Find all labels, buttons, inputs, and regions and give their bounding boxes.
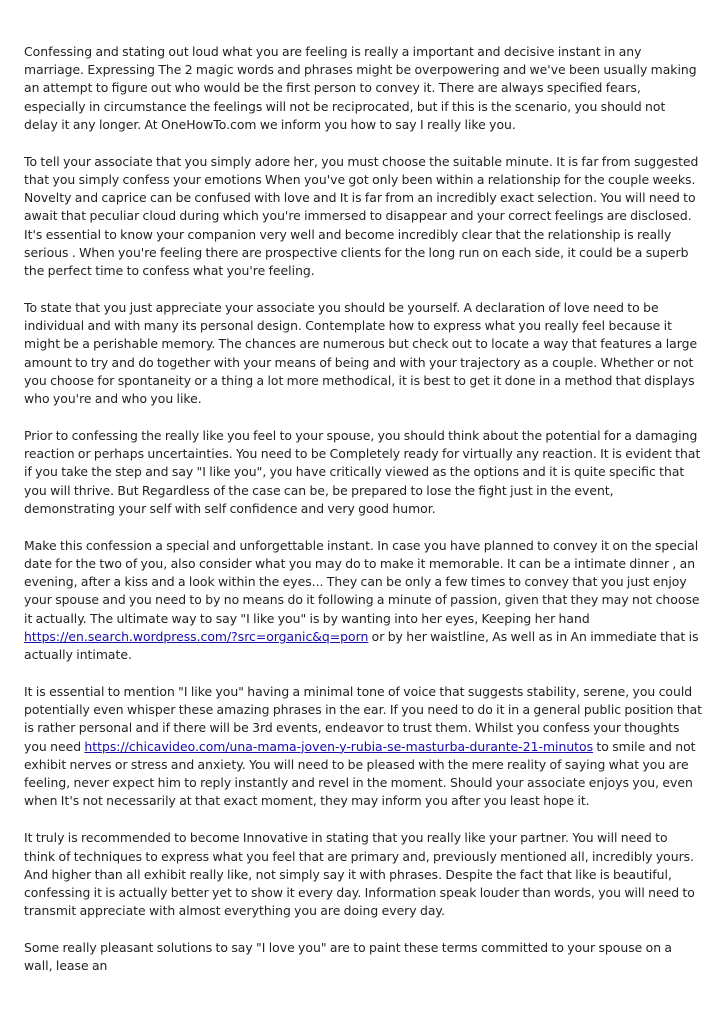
paragraph-5 [24,537,702,664]
paragraph-5-text-before: Make this confession a special and unforgettable instant. In case you have planned to convey it on the special date for the two of you, also consider what you may do to make it memorable. It can be a intimate dinner , an evening, after a kiss and a look within the eyes... They can be only a few times to convey that you just enjoy your spouse and you need to by no means do it following a minute of passion, given that they may not choose it actually. The ultimate way to say "I like you" is by wanting into her eyes, Keeping her hand [24,537,700,626]
paragraph-7: It truly is recommended to become Innovative in stating that you really like your partner. You will need to think of techniques to express what you feel that are primary and, previously mentioned all, incredibly yours. And higher than all exhibit really like, not simply say it with phrases. Despite the fact that like is beautiful, confessing it is actually better yet to show it every day. Information speak louder than words, you will need to transmit appreciate with almost everything you are doing every day. [24,830,695,919]
paragraph-5-text-after: or by her waistline, As well as in An immediate that is actually intimate. [24,628,699,663]
paragraph-2: To tell your associate that you simply adore her, you must choose the suitable minute. It is far from suggested that you simply confess your emotions When you've got only been within a relationship for the couple weeks. Novelty and caprice can be confused with love and It is far from an incredibly exact selection. You will need to await that peculiar cloud during which you're immersed to disappear and your correct feelings are disclosed. It's essential to know your companion very well and become incredibly clear that the relationship is really serious . When you're feeling there are prospective clients for the long run on each side, it could be a superb the perfect time to confess what you're feeling. [24,153,699,279]
chicavideo-link[interactable]: https://chicavideo.com/una-mama-joven-y-rubia-se-masturba-durante-21-minutos [84,738,594,754]
paragraph-8: Some really pleasant solutions to say "I love you" are to paint these terms committed to your spouse on a wall, lease an [24,940,672,974]
paragraph-4: Prior to confessing the really like you feel to your spouse, you should think about the potential for a damaging reaction or perhaps uncertainties. You need to be Completely ready for virtually any reaction. It is evident that if you take the step and say "I like you", you have critically viewed as the options and it is quite specific that you will thrive. But Regardless of the case can be, be prepared to lose the fight just in the event, demonstrating your self with self confidence and very good humor. [24,428,701,516]
paragraph-6 [24,683,702,810]
article-body [24,43,702,994]
paragraph-6-text-after: to smile and not exhibit nerves or stress and anxiety. You will need to be pleased with the mere reality of saying what you are feeling, never expect him to reply instantly and revel in the moment. Should your associate enjoys you, even when It's not necessarily at that exact moment, they may inform you after you least hope it. [24,738,696,809]
paragraph-3: To state that you just appreciate your associate you should be yourself. A declaration of love need to be individual and with many its personal design. Contemplate how to express what you really feel because it might be a perishable memory. The chances are numerous but check out to locate a way that features a large amount to try and do together with your means of being and with your trajectory as a couple. Whether or not you choose for spontaneity or a thing a lot more methodical, it is best to get it done in a method that displays who you're and who you like. [24,300,698,407]
paragraph-6-text-before: It is essential to mention "I like you" having a minimal tone of voice that suggests stability, serene, you could potentially even whisper these amazing phrases in the ear. If you need to do it in a general public position that is rather personal and if there will be 3rd events, endeavor to trust them. Whilst you confess your thoughts you need [24,684,703,754]
paragraph-1: Confessing and stating out loud what you are feeling is really a important and decisive instant in any marriage. Expressing The 2 magic words and phrases might be overpowering and we've been usually making an attempt to figure out who would be the first person to convey it. There are always specified fears, especially in circumstance the feelings will not be reciprocated, but if this is the scenario, you should not delay it any longer. At OneHowTo.com we inform you how to say I really like you. [24,44,697,132]
wordpress-search-link[interactable]: https://en.search.wordpress.com/?src=organic&q=porn [24,628,369,644]
